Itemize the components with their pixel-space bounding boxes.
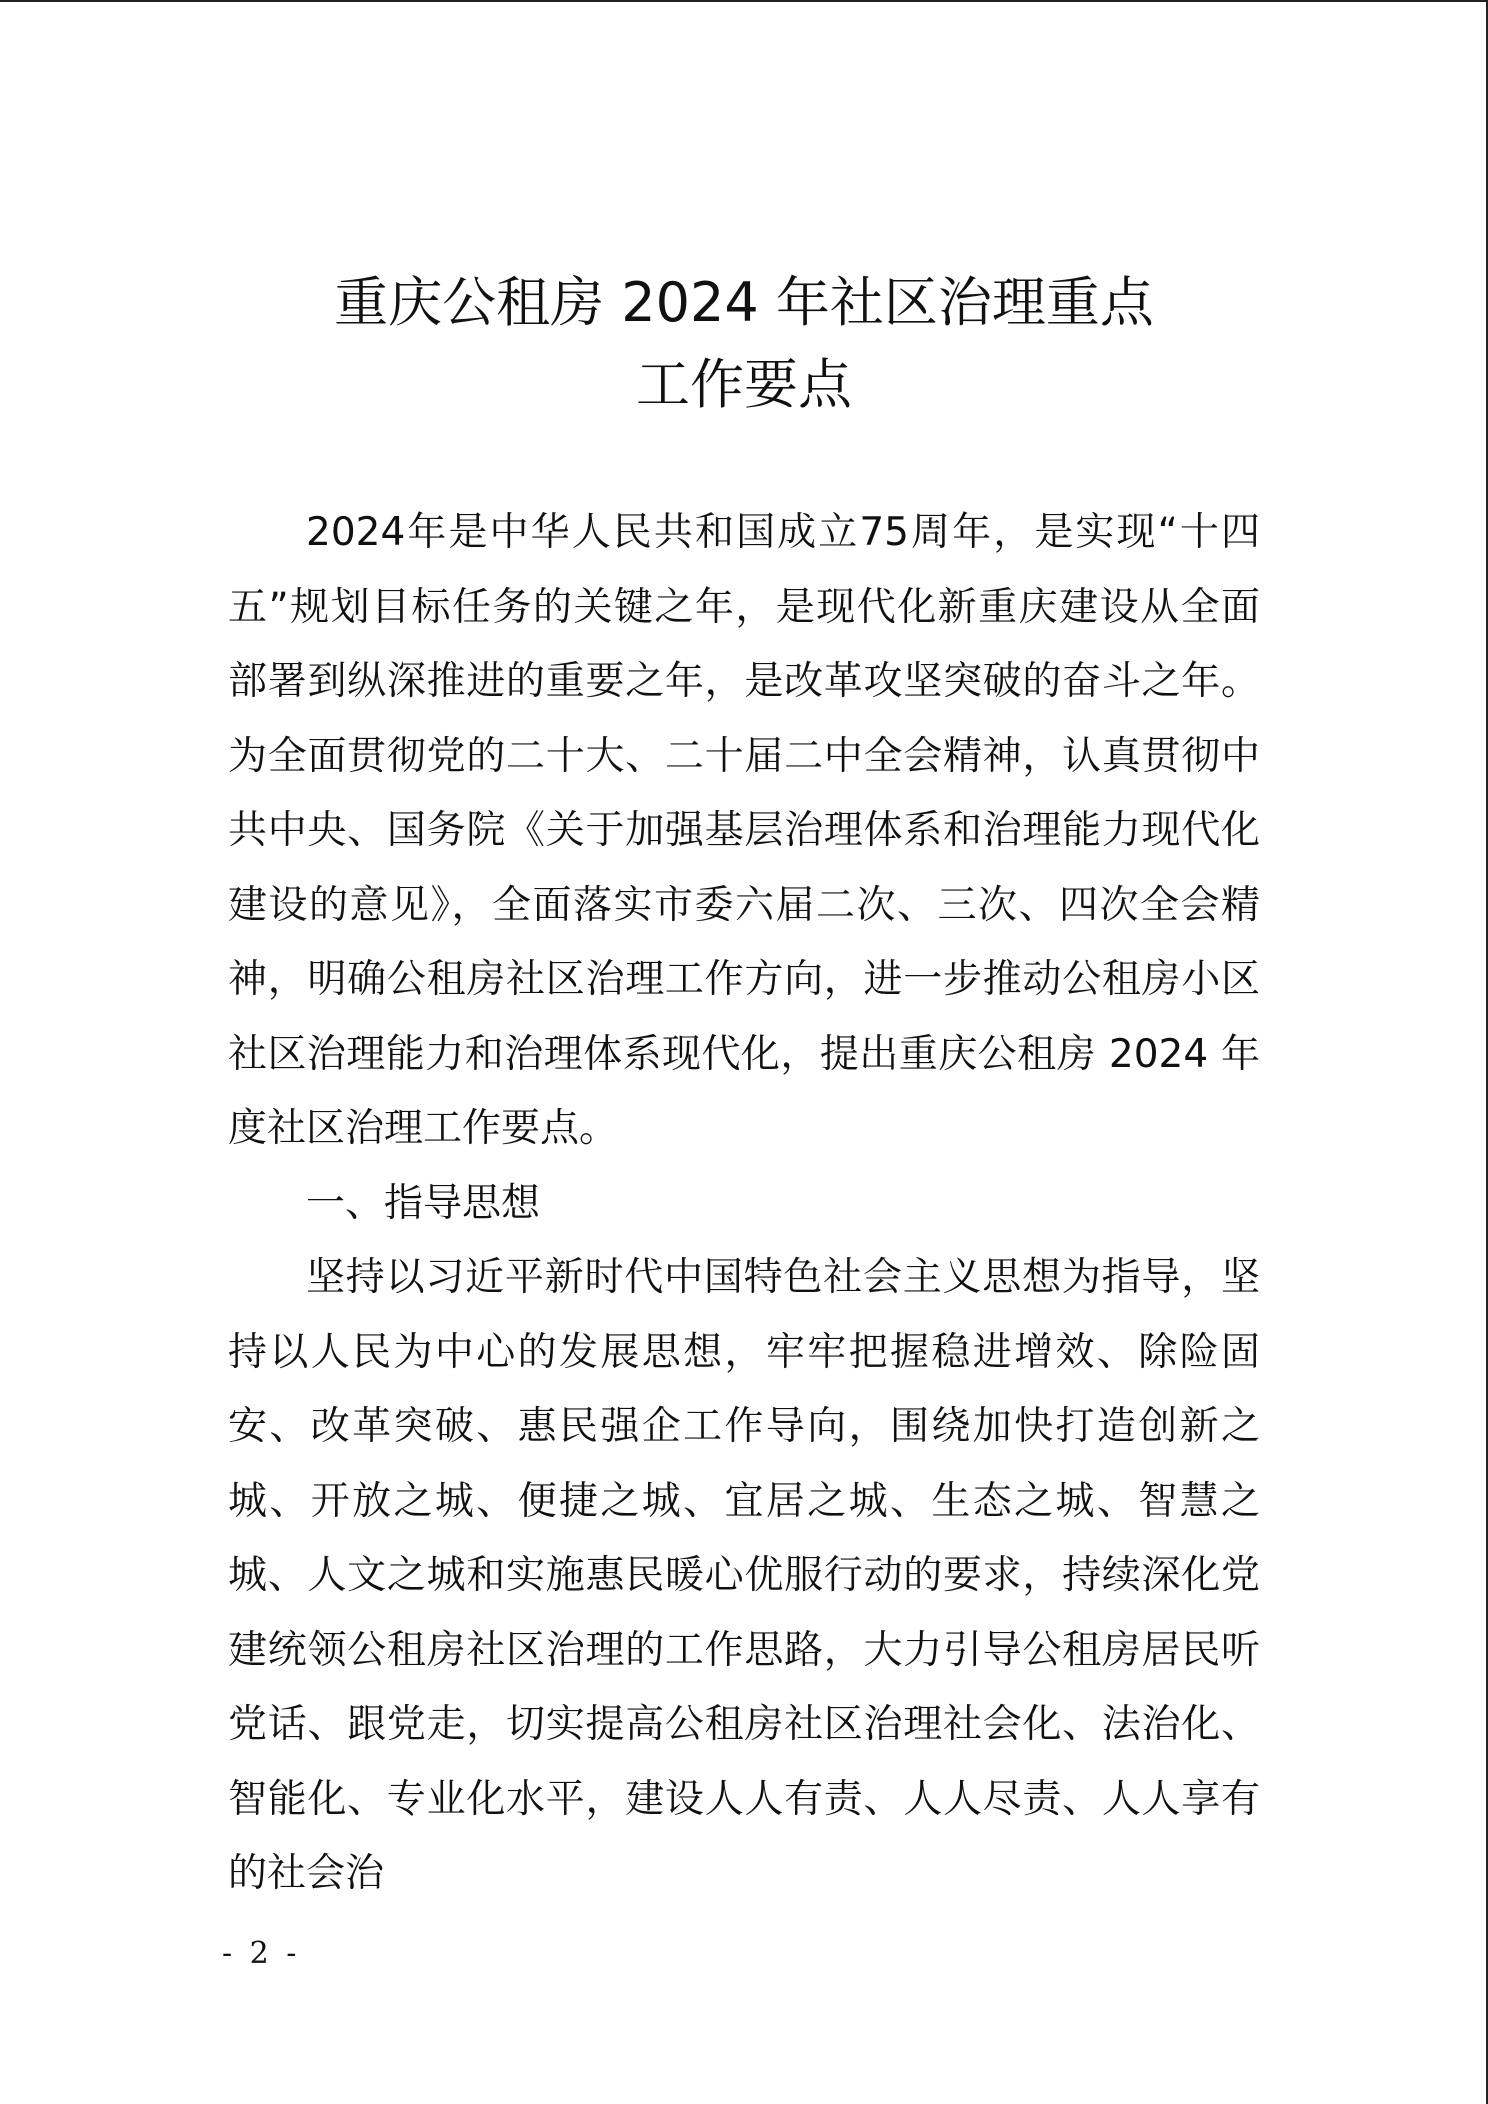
title-line-2: 工作要点 — [636, 353, 852, 416]
page-number: - 2 - — [222, 1936, 301, 1971]
document-title — [0, 262, 1488, 426]
page-edge-top — [0, 0, 1488, 2]
guiding-ideology-paragraph: 坚持以习近平新时代中国特色社会主义思想为指导，坚持以人民为中心的发展思想，牢牢把握稳进增效、除险固安、改革突破、惠民强企工作导向，围绕加快打造创新之城、开放之城、便捷之城、宜居之城、生态之城、智慧之城、人文之城和实施惠民暖心优服行动的要求，持续深化党建统领公租房社区治理的工作思路，大力引导公租房居民听党话、跟党走，切实提高公租房社区治理社会化、法治化、智能化、专业化水平，建设人人有责、人人尽责、人人享有的社会治 — [228, 1255, 1260, 1896]
document-body — [228, 496, 1260, 1912]
intro-paragraph: 2024年是中华人民共和国成立75周年，是实现“十四五”规划目标任务的关键之年，是现代化新重庆建设从全面部署到纵深推进的重要之年，是改革攻坚突破的奋斗之年。为全面贯彻党的二十大、二十届二中全会精神，认真贯彻中共中央、国务院《关于加强基层治理体系和治理能力现代化建设的意见》，全面落实市委六届二次、三次、四次全会精神，明确公租房社区治理工作方向，进一步推动公租房小区社区治理能力和治理体系现代化，提出重庆公租房 2024 年度社区治理工作要点。 — [228, 510, 1260, 1151]
section-heading-guiding-ideology: 一、指导思想 — [306, 1180, 541, 1226]
title-line-1: 重庆公租房 2024 年社区治理重点 — [334, 271, 1154, 334]
